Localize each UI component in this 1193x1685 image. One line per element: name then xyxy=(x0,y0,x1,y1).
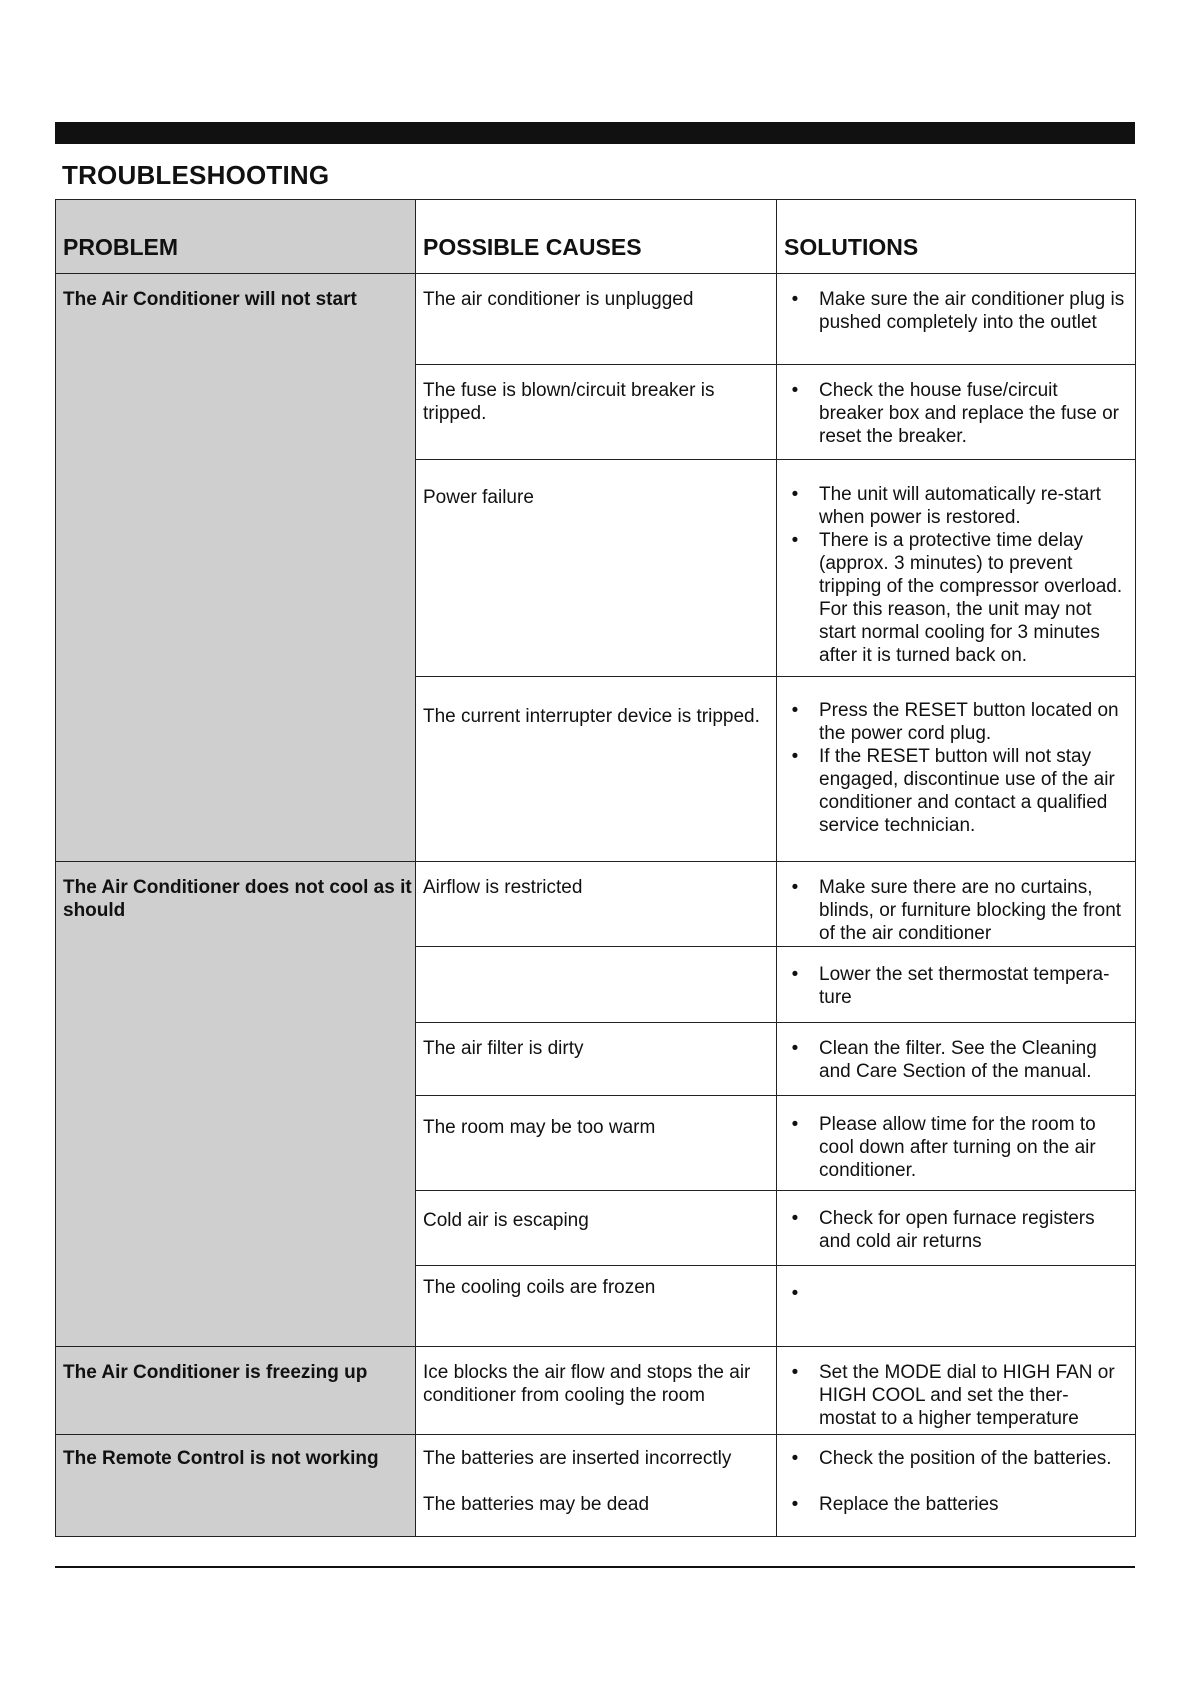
header-problem: PROBLEM xyxy=(56,200,416,274)
cause-cell: The air filter is dirty xyxy=(416,1023,777,1096)
table-header-row xyxy=(56,200,1136,274)
bullet-icon: • xyxy=(791,1114,799,1135)
solution-cell xyxy=(777,1347,1136,1435)
table-row xyxy=(56,1435,1136,1537)
bullet-icon: • xyxy=(791,1208,799,1229)
solution-item: • Press the RESET button located on the power cord plug. xyxy=(777,699,1125,745)
bullet-icon: • xyxy=(791,700,799,721)
solution-item: • Lower the set thermostat tempera-ture xyxy=(777,963,1125,1009)
problem-cell: The Air Conditioner does not cool as it should xyxy=(56,862,416,1347)
cause-line: The batteries are inserted incorrectly xyxy=(423,1448,732,1469)
cause-cell: The fuse is blown/circuit breaker is tripped. xyxy=(416,365,777,460)
header-bar xyxy=(55,122,1135,144)
cause-cell: Ice blocks the air flow and stops the air conditioner from cooling the room xyxy=(416,1347,777,1435)
solution-cell xyxy=(777,1096,1136,1191)
solution-item: • Set the MODE dial to HIGH FAN or HIGH COOL and set the ther-mostat to a higher temperature xyxy=(777,1361,1125,1430)
solution-cell xyxy=(777,365,1136,460)
cause-cell xyxy=(416,1435,777,1537)
bullet-icon: • xyxy=(791,484,799,505)
bullet-icon: • xyxy=(791,289,799,310)
solution-cell xyxy=(777,274,1136,365)
solution-item: • Replace the batteries xyxy=(777,1493,1125,1516)
solution-cell xyxy=(777,460,1136,677)
solution-cell xyxy=(777,862,1136,947)
bullet-icon: • xyxy=(791,1283,799,1304)
cause-cell: The room may be too warm xyxy=(416,1096,777,1191)
cause-cell xyxy=(416,947,777,1023)
cause-cell: The air conditioner is unplugged xyxy=(416,274,777,365)
solution-item: • Check the house fuse/circuit breaker box and replace the fuse or reset the breaker. xyxy=(777,379,1125,448)
bullet-icon: • xyxy=(791,380,799,401)
page-title: TROUBLESHOOTING xyxy=(62,160,330,190)
solution-item: • There is a protective time delay (approx. 3 minutes) to prevent tripping of the compressor overload. For this reason, the unit may not start normal cooling for 3 minutes after it is turned back on. xyxy=(777,529,1125,667)
solution-cell xyxy=(777,1435,1136,1537)
solution-cell xyxy=(777,677,1136,862)
solution-cell xyxy=(777,1266,1136,1347)
cause-cell: Airflow is restricted xyxy=(416,862,777,947)
bullet-icon: • xyxy=(791,1362,799,1383)
bullet-icon: • xyxy=(791,1494,799,1515)
bullet-icon: • xyxy=(791,964,799,985)
bullet-icon: • xyxy=(791,1038,799,1059)
solution-item: • Please allow time for the room to cool down after turning on the air conditioner. xyxy=(777,1113,1125,1182)
table-row xyxy=(56,862,1136,947)
solution-cell xyxy=(777,1023,1136,1096)
table-row xyxy=(56,274,1136,365)
bullet-icon: • xyxy=(791,877,799,898)
solution-item: • Clean the filter. See the Cleaning and Care Section of the manual. xyxy=(777,1037,1125,1083)
cause-cell: The cooling coils are frozen xyxy=(416,1266,777,1347)
bullet-icon: • xyxy=(791,746,799,767)
bullet-icon: • xyxy=(791,530,799,551)
solution-item: • Check the position of the batteries. xyxy=(777,1447,1125,1470)
table-row xyxy=(56,1347,1136,1435)
solution-item: • If the RESET button will not stay engaged, discontinue use of the air conditioner and contact a qualified service technician. xyxy=(777,745,1125,837)
cause-cell: Cold air is escaping xyxy=(416,1191,777,1266)
problem-cell: The Air Conditioner will not start xyxy=(56,274,416,862)
solution-item: • The unit will automatically re-start when power is restored. xyxy=(777,483,1125,529)
header-solutions: SOLUTIONS xyxy=(777,200,1136,274)
solution-item: • Check for open furnace registers and cold air returns xyxy=(777,1207,1125,1253)
cause-cell: Power failure xyxy=(416,460,777,677)
header-causes: POSSIBLE CAUSES xyxy=(416,200,777,274)
solution-item: • Make sure there are no curtains, blinds, or furniture blocking the front of the air conditioner xyxy=(777,876,1125,945)
bullet-icon: • xyxy=(791,1448,799,1469)
solution-item: • Make sure the air conditioner plug is pushed completely into the outlet xyxy=(777,288,1125,334)
problem-cell: The Air Conditioner is freezing up xyxy=(56,1347,416,1435)
solution-cell xyxy=(777,947,1136,1023)
solution-cell xyxy=(777,1191,1136,1266)
troubleshooting-table xyxy=(55,199,1136,1537)
cause-line: The batteries may be dead xyxy=(423,1494,650,1515)
footer-rule xyxy=(55,1566,1135,1568)
problem-cell: The Remote Control is not working xyxy=(56,1435,416,1537)
cause-cell: The current interrupter device is tripped. xyxy=(416,677,777,862)
